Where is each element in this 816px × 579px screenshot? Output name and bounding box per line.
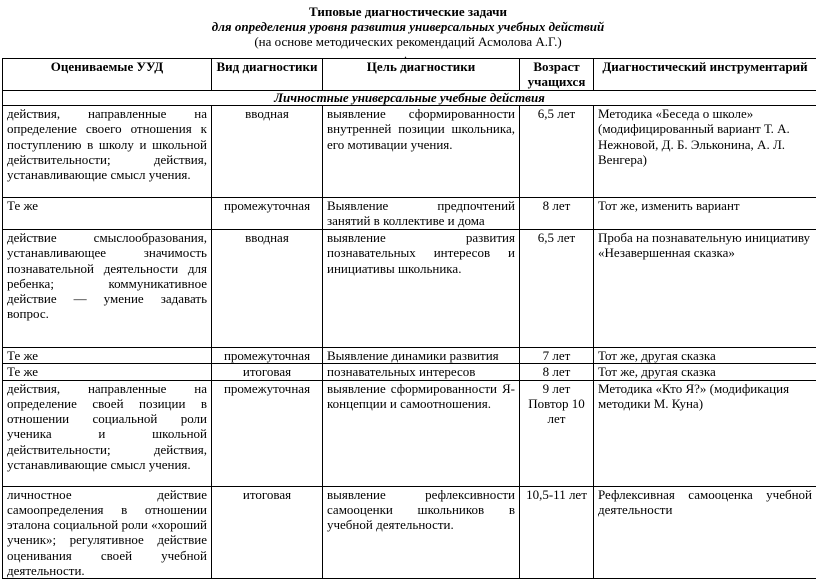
cell-uud: личностное действие самоопределения в отношении эталона социальной роли «хороший ученик»; регулятивное действие оценивания своей учебной деятельности. bbox=[3, 486, 212, 579]
column-header-tools: Диагностический инструментарий bbox=[594, 59, 816, 91]
cell-age: 6,5 лет bbox=[520, 230, 594, 348]
cell-tool: Проба на познавательную инициативу «Незавершенная сказка» bbox=[594, 230, 816, 348]
cell-uud: Те же bbox=[3, 364, 212, 380]
cell-tool: Тот же, другая сказка bbox=[594, 348, 816, 364]
cell-type: итоговая bbox=[212, 364, 323, 380]
title-line-1: Типовые диагностические задачи bbox=[0, 4, 816, 20]
cell-uud: действия, направленные на определение своей позиции в отношении социальной роли ученика и школьной действительности; действия, устанавливающие смысл учения. bbox=[3, 380, 212, 486]
cell-goal: Выявление предпочтений занятий в коллективе и дома bbox=[323, 198, 520, 230]
column-header-uud: Оцениваемые УУД bbox=[3, 59, 212, 91]
dot-mark: . bbox=[404, 47, 407, 62]
cell-uud: Те же bbox=[3, 348, 212, 364]
table-row bbox=[3, 348, 816, 364]
table-row bbox=[3, 198, 816, 230]
cell-goal: выявление сформированности Я-концепции и самоотношения. bbox=[323, 380, 520, 486]
table-row bbox=[3, 380, 816, 486]
table-row bbox=[3, 106, 816, 198]
table-row bbox=[3, 230, 816, 348]
title-line-3: (на основе методических рекомендаций Асмолова А.Г.) bbox=[0, 34, 816, 50]
diagnostics-table bbox=[2, 58, 816, 579]
column-header-age: Возраст учащихся bbox=[520, 59, 594, 91]
cell-tool: Методика «Кто Я?» (модификация методики М. Куна) bbox=[594, 380, 816, 486]
column-header-type: Вид диагностики bbox=[212, 59, 323, 91]
cell-tool: Тот же, изменить вариант bbox=[594, 198, 816, 230]
cell-goal: выявление сформированности внутренней позиции школьника, его мотивации учения. bbox=[323, 106, 520, 198]
cell-type: промежуточная bbox=[212, 348, 323, 364]
cell-type: итоговая bbox=[212, 486, 323, 579]
cell-age: 7 лет bbox=[520, 348, 594, 364]
table-row bbox=[3, 364, 816, 380]
cell-age: 10,5-11 лет bbox=[520, 486, 594, 579]
cell-type: вводная bbox=[212, 230, 323, 348]
column-header-goal: Цель диагностики bbox=[323, 59, 520, 91]
section-title: Личностные универсальные учебные действия bbox=[3, 91, 816, 106]
cell-type: промежуточная bbox=[212, 198, 323, 230]
cell-tool: Тот же, другая сказка bbox=[594, 364, 816, 380]
cell-age: 9 лет Повтор 10 лет bbox=[520, 380, 594, 486]
cell-tool: Методика «Беседа о школе» (модифицированный вариант Т. А. Нежновой, Д. Б. Эльконина, А. Л. Венгера) bbox=[594, 106, 816, 198]
cell-uud: Те же bbox=[3, 198, 212, 230]
cell-goal: выявление развития познавательных интересов и инициативы школьника. bbox=[323, 230, 520, 348]
cell-tool: Рефлексивная самооценка учебной деятельности bbox=[594, 486, 816, 579]
cell-uud: действие смыслообразования, устанавливающее значимость познавательной деятельности для ребенка; коммуникативное действие — умение задавать вопрос. bbox=[3, 230, 212, 348]
cell-age: 8 лет bbox=[520, 364, 594, 380]
cell-uud: действия, направленные на определение своего отношения к поступлению в школу и школьной действительности; действия, устанавливающие смысл учения. bbox=[3, 106, 212, 198]
cell-age: 6,5 лет bbox=[520, 106, 594, 198]
cell-goal: познавательных интересов bbox=[323, 364, 520, 380]
cell-type: промежуточная bbox=[212, 380, 323, 486]
cell-goal: выявление рефлексивности самооценки школьников в учебной деятельности. bbox=[323, 486, 520, 579]
cell-goal: Выявление динамики развития bbox=[323, 348, 520, 364]
cell-age: 8 лет bbox=[520, 198, 594, 230]
cell-type: вводная bbox=[212, 106, 323, 198]
title-line-2: для определения уровня развития универсальных учебных действий bbox=[0, 19, 816, 35]
table-row bbox=[3, 486, 816, 579]
section-row bbox=[3, 91, 816, 106]
table-header-row bbox=[3, 59, 816, 91]
